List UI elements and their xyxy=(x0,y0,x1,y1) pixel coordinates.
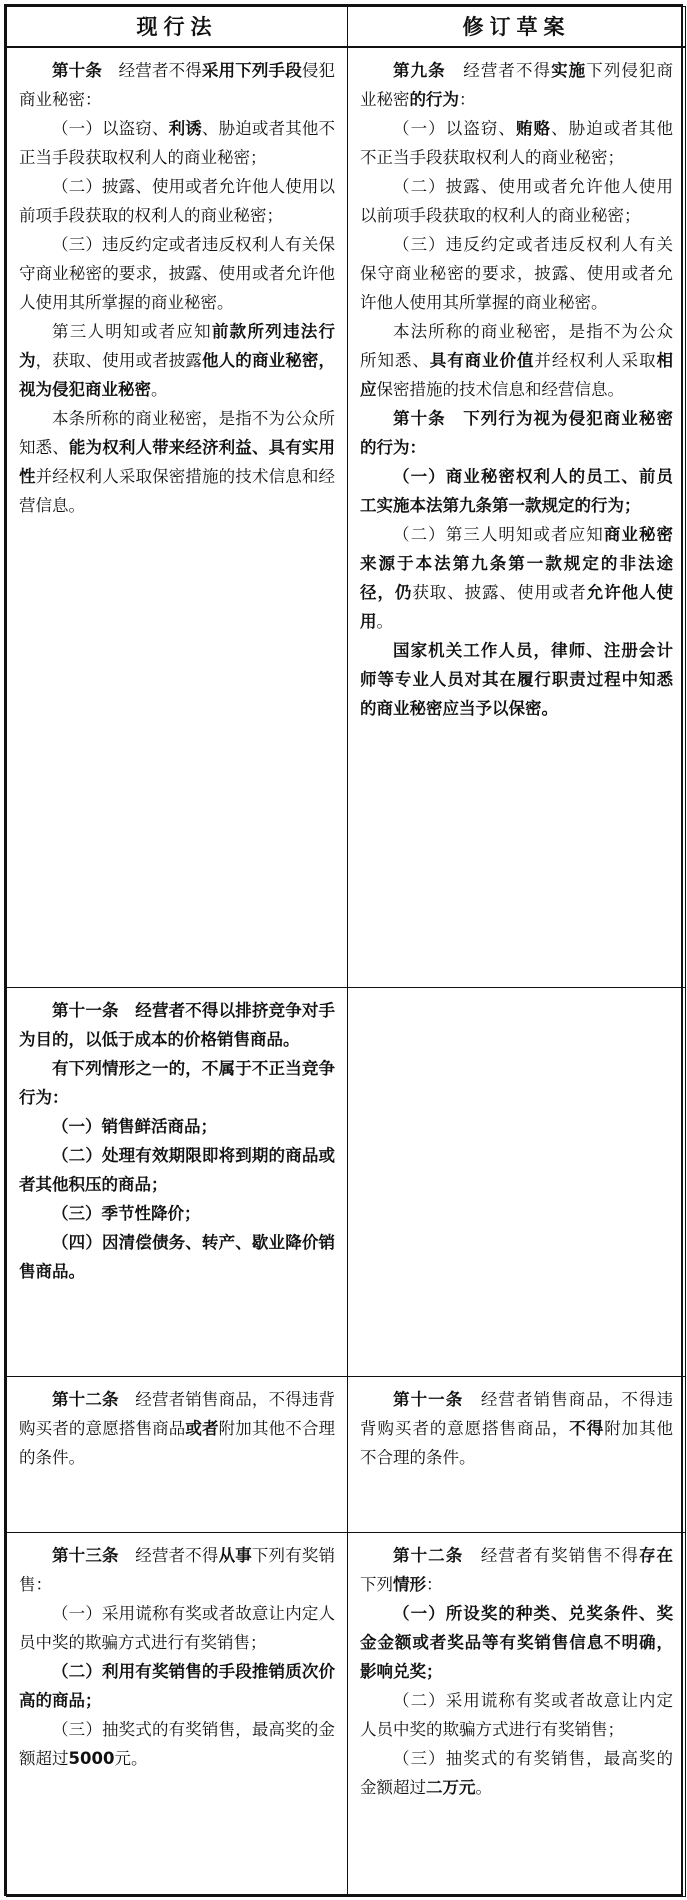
text-run: （三）违反约定或者违反权利人有关保守商业秘密的要求，披露、使用或者允许他人使用其所掌握的商业秘密。 xyxy=(19,234,335,312)
text-run: ： xyxy=(426,1575,443,1594)
text-run: （一）所设奖的种类、兑奖条件、奖金金额或者奖品等有奖销售信息不明确，影响兑奖； xyxy=(360,1604,673,1681)
article-heading: 第十三条 xyxy=(52,1546,119,1565)
text-run: 经营者不得 xyxy=(118,1546,219,1565)
clause-paragraph xyxy=(19,1657,335,1715)
draft-cell xyxy=(348,988,686,1377)
clause-paragraph xyxy=(360,1385,673,1472)
current-law-cell xyxy=(7,1533,348,1897)
text-run: 第三人明知或者应知 xyxy=(52,321,212,341)
text-run: 不得 xyxy=(569,1419,605,1438)
text-run: （一）以盗窃、 xyxy=(52,118,169,138)
text-run: 具有商业价值 xyxy=(429,350,535,370)
text-run: 商业秘密来源于本法第九条第一款规定的非法途径，仍 xyxy=(360,524,674,602)
text-run: 贿赂 xyxy=(515,118,552,138)
clause-paragraph xyxy=(19,1599,335,1657)
text-run: （三）抽奖式的有奖销售，最高奖的金额超过 xyxy=(360,1749,673,1797)
article-heading: 第十条 下列行为视为侵犯商业秘密的行为： xyxy=(360,408,673,457)
clause-paragraph xyxy=(360,56,673,114)
article-heading: 第十条 xyxy=(52,60,102,80)
text-run: 的行为 xyxy=(409,89,459,109)
clause-paragraph xyxy=(19,1112,335,1141)
current-law-cell xyxy=(7,988,348,1377)
text-run: 经营者不得 xyxy=(445,60,552,80)
text-run: 。 xyxy=(376,611,393,631)
table-row xyxy=(7,988,686,1377)
table-row xyxy=(7,1377,686,1533)
text-run: 实施 xyxy=(551,60,587,80)
text-run: （二）披露、使用或者允许他人使用以前项手段获取的权利人的商业秘密； xyxy=(19,176,335,225)
article-heading: 第十二条 xyxy=(393,1546,464,1565)
text-run: 二万元 xyxy=(426,1778,476,1797)
text-run: （二）利用有奖销售的手段推销质次价高的商品； xyxy=(19,1662,335,1710)
text-run: 元。 xyxy=(114,1749,148,1768)
text-run: 并经权利人采取 xyxy=(534,350,657,370)
text-run: 下列有奖销售： xyxy=(19,1546,335,1594)
text-run: 经营者销售商品，不得违背购买者的意愿搭售商品， xyxy=(360,1390,674,1438)
clause-paragraph xyxy=(360,1541,673,1599)
current-law-cell xyxy=(7,1377,348,1533)
clause-paragraph xyxy=(19,230,335,317)
article-heading: 第十二条 xyxy=(52,1390,119,1409)
text-run: 采用下列手段 xyxy=(201,60,302,80)
text-run: 本法所称的商业秘密，是指不为公众所知悉、 xyxy=(360,321,673,370)
text-run: （一）采用谎称有奖或者故意让内定人员中奖的欺骗方式进行有奖销售； xyxy=(19,1604,335,1652)
text-run: 、胁迫或者其他不正当手段获取权利人的商业秘密； xyxy=(19,118,335,167)
text-run: 保密措施的技术信息和经营信息。 xyxy=(376,379,624,399)
text-run: 国家机关工作人员，律师、注册会计师等专业人员对其在履行职责过程中知悉的商业秘密应当予以保密。 xyxy=(360,640,673,718)
clause-paragraph xyxy=(360,520,673,636)
text-run: （一）商业秘密权利人的员工、前员工实施本法第九条第一款规定的行为； xyxy=(360,466,673,515)
clause-paragraph xyxy=(19,1054,335,1112)
text-run: 并经权利人采取保密措施的技术信息和经营信息。 xyxy=(19,466,336,515)
text-run: 第十一条 经营者不得以排挤竞争对手为目的，以低于成本的价格销售商品。 xyxy=(19,1001,335,1049)
text-run: ，获取、使用或者披露 xyxy=(35,350,203,370)
text-run: 经营者不得 xyxy=(101,60,202,80)
article-heading: 第十一条 xyxy=(393,1390,464,1409)
header-draft: 修订草案 xyxy=(348,7,686,47)
clause-paragraph xyxy=(19,56,335,114)
current-law-cell xyxy=(7,47,348,988)
text-run: 本条所称的商业秘密，是指不为公众所知悉、 xyxy=(19,408,335,457)
text-run: 情形 xyxy=(393,1575,426,1594)
article-heading: 第九条 xyxy=(393,60,446,80)
table-header-row xyxy=(7,7,686,47)
text-run: 从事 xyxy=(218,1546,252,1565)
text-run: （一）销售鲜活商品； xyxy=(52,1117,217,1136)
text-run: 下列 xyxy=(360,1575,393,1594)
comparison-document xyxy=(4,4,683,1896)
text-run: 能为权利人带来经济利益、具有实用性 xyxy=(19,437,336,486)
clause-paragraph xyxy=(19,1541,335,1599)
text-run: 获取、披露、使用或者 xyxy=(412,582,587,602)
clause-paragraph xyxy=(19,1228,335,1286)
text-run: 下列侵犯商业秘密 xyxy=(360,60,674,109)
text-run: 。 xyxy=(475,1778,492,1797)
clause-paragraph xyxy=(19,317,335,404)
clause-paragraph xyxy=(19,114,335,172)
text-run: （二）处理有效期限即将到期的商品或者其他积压的商品； xyxy=(19,1146,335,1194)
clause-paragraph xyxy=(19,1385,335,1472)
text-run: （四）因清偿债务、转产、歇业降价销售商品。 xyxy=(19,1233,335,1281)
law-comparison-table xyxy=(6,6,686,1897)
draft-cell xyxy=(348,1533,686,1897)
text-run: （二）采用谎称有奖或者故意让内定人员中奖的欺骗方式进行有奖销售； xyxy=(360,1691,673,1739)
draft-cell xyxy=(348,1377,686,1533)
text-run: 有下列情形之一的，不属于不正当竞争行为： xyxy=(19,1059,335,1107)
clause-paragraph xyxy=(19,1715,335,1773)
clause-paragraph xyxy=(19,1141,335,1199)
text-run: （二）披露、使用或者允许他人使用以前项手段获取的权利人的商业秘密； xyxy=(360,176,673,225)
text-run: 前款所列违法行为 xyxy=(19,321,336,370)
clause-paragraph xyxy=(360,317,673,404)
text-run: （三）抽奖式的有奖销售，最高奖的金额超过 xyxy=(19,1720,335,1768)
text-run: 附加其他不合理的条件。 xyxy=(360,1419,674,1467)
clause-paragraph xyxy=(19,172,335,230)
clause-paragraph xyxy=(360,636,673,723)
table-row xyxy=(7,47,686,988)
text-run: （一）以盗窃、 xyxy=(393,118,516,138)
text-run: （三）季节性降价； xyxy=(52,1204,201,1223)
text-run: 允许他人使用 xyxy=(360,582,674,631)
text-run: ： xyxy=(459,89,476,109)
text-run: 存在 xyxy=(638,1546,674,1565)
clause-paragraph xyxy=(360,230,673,317)
clause-paragraph xyxy=(19,1199,335,1228)
text-run: 、胁迫或者其他不正当手段获取权利人的商业秘密； xyxy=(360,118,674,167)
text-run: （三）违反约定或者违反权利人有关保守商业秘密的要求，披露、使用或者允许他人使用其所掌握的商业秘密。 xyxy=(360,234,673,312)
clause-paragraph xyxy=(360,172,673,230)
text-run: 相应 xyxy=(360,350,674,399)
text-run: 经营者有奖销售不得 xyxy=(463,1546,639,1565)
text-run: 侵犯商业秘密： xyxy=(19,60,335,109)
clause-paragraph xyxy=(360,114,673,172)
clause-paragraph xyxy=(360,1599,673,1686)
text-run: 附加其他不合理的条件。 xyxy=(19,1419,336,1467)
clause-paragraph xyxy=(360,462,673,520)
draft-cell xyxy=(348,47,686,988)
clause-paragraph xyxy=(360,1744,673,1802)
clause-paragraph xyxy=(19,404,335,520)
text-run: 利诱 xyxy=(168,118,202,138)
table-row xyxy=(7,1533,686,1897)
text-run: 。 xyxy=(151,379,168,399)
text-run: （二）第三人明知或者应知 xyxy=(393,524,604,544)
clause-paragraph xyxy=(360,1686,673,1744)
text-run: 经营者销售商品，不得违背购买者的意愿搭售商品 xyxy=(19,1390,335,1438)
clause-paragraph xyxy=(360,404,673,462)
text-run: 5000 xyxy=(68,1749,115,1768)
text-run: 他人的商业秘密，视为侵犯商业秘密 xyxy=(19,350,336,399)
text-run: 或者 xyxy=(185,1419,219,1438)
clause-paragraph xyxy=(19,996,335,1054)
header-current-law: 现行法 xyxy=(7,7,348,47)
